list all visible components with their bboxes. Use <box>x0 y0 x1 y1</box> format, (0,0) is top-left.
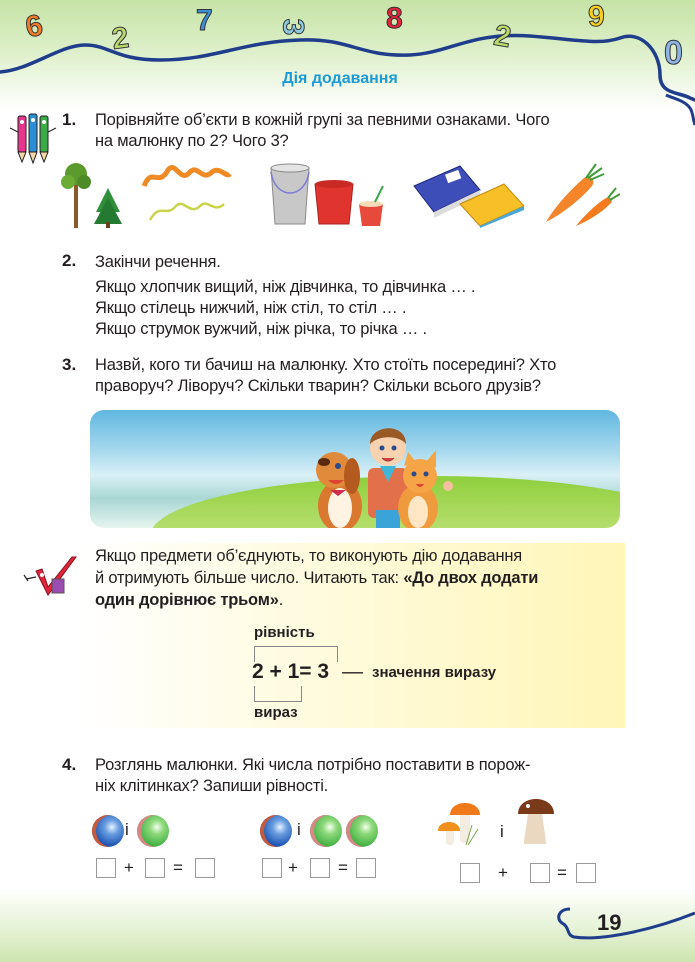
answer-box-1a[interactable] <box>96 858 116 878</box>
formula-diagram <box>252 622 552 727</box>
equality-label: рівність <box>254 624 315 641</box>
objects-illustration-row <box>60 160 620 228</box>
rule-line-2 <box>95 567 620 589</box>
answer-box-3a[interactable] <box>460 863 480 883</box>
value-label: значення виразу <box>372 664 497 681</box>
task-1-line-1: Порівняйте об’єкти в кожній групі за певними ознаками. Чого <box>95 111 550 129</box>
conjunction-and: і <box>297 820 301 839</box>
boy-dog-cat-illustration <box>290 410 460 528</box>
pencils-icon <box>8 112 58 166</box>
conjunction-and: і <box>500 822 504 841</box>
rule-line-3-end: . <box>278 591 284 609</box>
formula-dash: — <box>342 660 363 683</box>
rule-line-2-bold: «До двох додати <box>403 569 539 587</box>
books-image <box>408 160 528 228</box>
task-4-text <box>95 755 635 797</box>
answer-box-3c[interactable] <box>576 863 596 883</box>
rule-text <box>95 545 620 611</box>
plus-sign: + <box>498 863 508 882</box>
task-1-number: 1. <box>62 110 77 129</box>
brown-mushroom-image <box>516 792 556 848</box>
answer-box-3b[interactable] <box>530 863 550 883</box>
equals-sign: = <box>338 858 348 877</box>
digit-character-0: 0 <box>664 34 683 72</box>
task-4-number: 4. <box>62 755 77 774</box>
sentence-3: Якщо струмок вужчий, ніж річка, то річка … . <box>95 320 427 338</box>
blue-ball-image <box>260 815 292 847</box>
buckets-image <box>265 160 395 228</box>
task-2-sentences <box>95 277 475 340</box>
equals-sign: = <box>557 863 567 882</box>
task-2-number: 2. <box>62 251 77 270</box>
rule-line-3-bold: один дорівнює трьом» <box>95 591 279 609</box>
plus-sign: + <box>288 858 298 877</box>
friends-scene-image <box>90 410 620 528</box>
digit-character-8: 8 <box>386 2 403 35</box>
task-2-instruction: Закінчи речення. <box>95 253 221 271</box>
page-title: Дія додавання <box>282 70 398 87</box>
task-3-line-1: Назвй, кого ти бачиш на малюнку. Хто стоїть посередині? Хто <box>95 356 557 374</box>
checkmark-character-icon <box>20 555 80 599</box>
digit-character-6: 6 <box>22 8 46 45</box>
task-1-line-2: на малюнку по 2? Чого 3? <box>95 132 289 150</box>
plus-sign: + <box>124 858 134 877</box>
rule-line-1: Якщо предмети об’єднують, то виконують дію додавання <box>95 547 523 565</box>
conjunction-and: і <box>125 820 129 839</box>
digit-character-2: 2 <box>109 21 131 57</box>
task-3-line-2: праворуч? Ліворуч? Скільки тварин? Скільки всього друзів? <box>95 377 541 395</box>
expression-bracket <box>254 686 302 702</box>
orange-mushrooms-image <box>438 795 494 847</box>
formula-expression: 2 + 1= 3 <box>252 660 330 683</box>
blue-ball-image <box>92 815 124 847</box>
task-4-line-2: ніх клітинках? Запиши рівності. <box>95 777 329 795</box>
answer-box-2a[interactable] <box>262 858 282 878</box>
page-number: 19 <box>597 910 622 935</box>
answer-box-2b[interactable] <box>310 858 330 878</box>
answer-box-2c[interactable] <box>356 858 376 878</box>
expression-label: вираз <box>254 704 298 721</box>
task-1-text <box>95 110 635 152</box>
digit-character-9: 9 <box>588 0 605 33</box>
digit-character-2b: 2 <box>491 18 514 55</box>
answer-box-1b[interactable] <box>145 858 165 878</box>
sentence-1: Якщо хлопчик вищий, ніж дівчинка, то дівчинка … . <box>95 278 476 296</box>
sentence-2: Якщо стілець нижчий, ніж стіл, то стіл … . <box>95 299 407 317</box>
rule-line-3 <box>95 589 620 611</box>
answer-box-1c[interactable] <box>195 858 215 878</box>
green-ball-image <box>137 815 169 847</box>
green-ball-image <box>346 815 378 847</box>
ribbons-image <box>140 162 250 226</box>
digit-character-3: 3 <box>276 18 310 36</box>
green-ball-image <box>310 815 342 847</box>
task-3-number: 3. <box>62 355 77 374</box>
digit-character-7: 7 <box>196 4 213 37</box>
equals-sign: = <box>173 858 183 877</box>
trees-image <box>60 160 130 228</box>
task-3-text <box>95 355 635 397</box>
carrots-image <box>540 160 620 228</box>
task-4-line-1: Розглянь малюнки. Які числа потрібно поставити в порож- <box>95 756 531 774</box>
rule-line-2-plain: й отримують більше число. Читають так: <box>95 569 404 587</box>
